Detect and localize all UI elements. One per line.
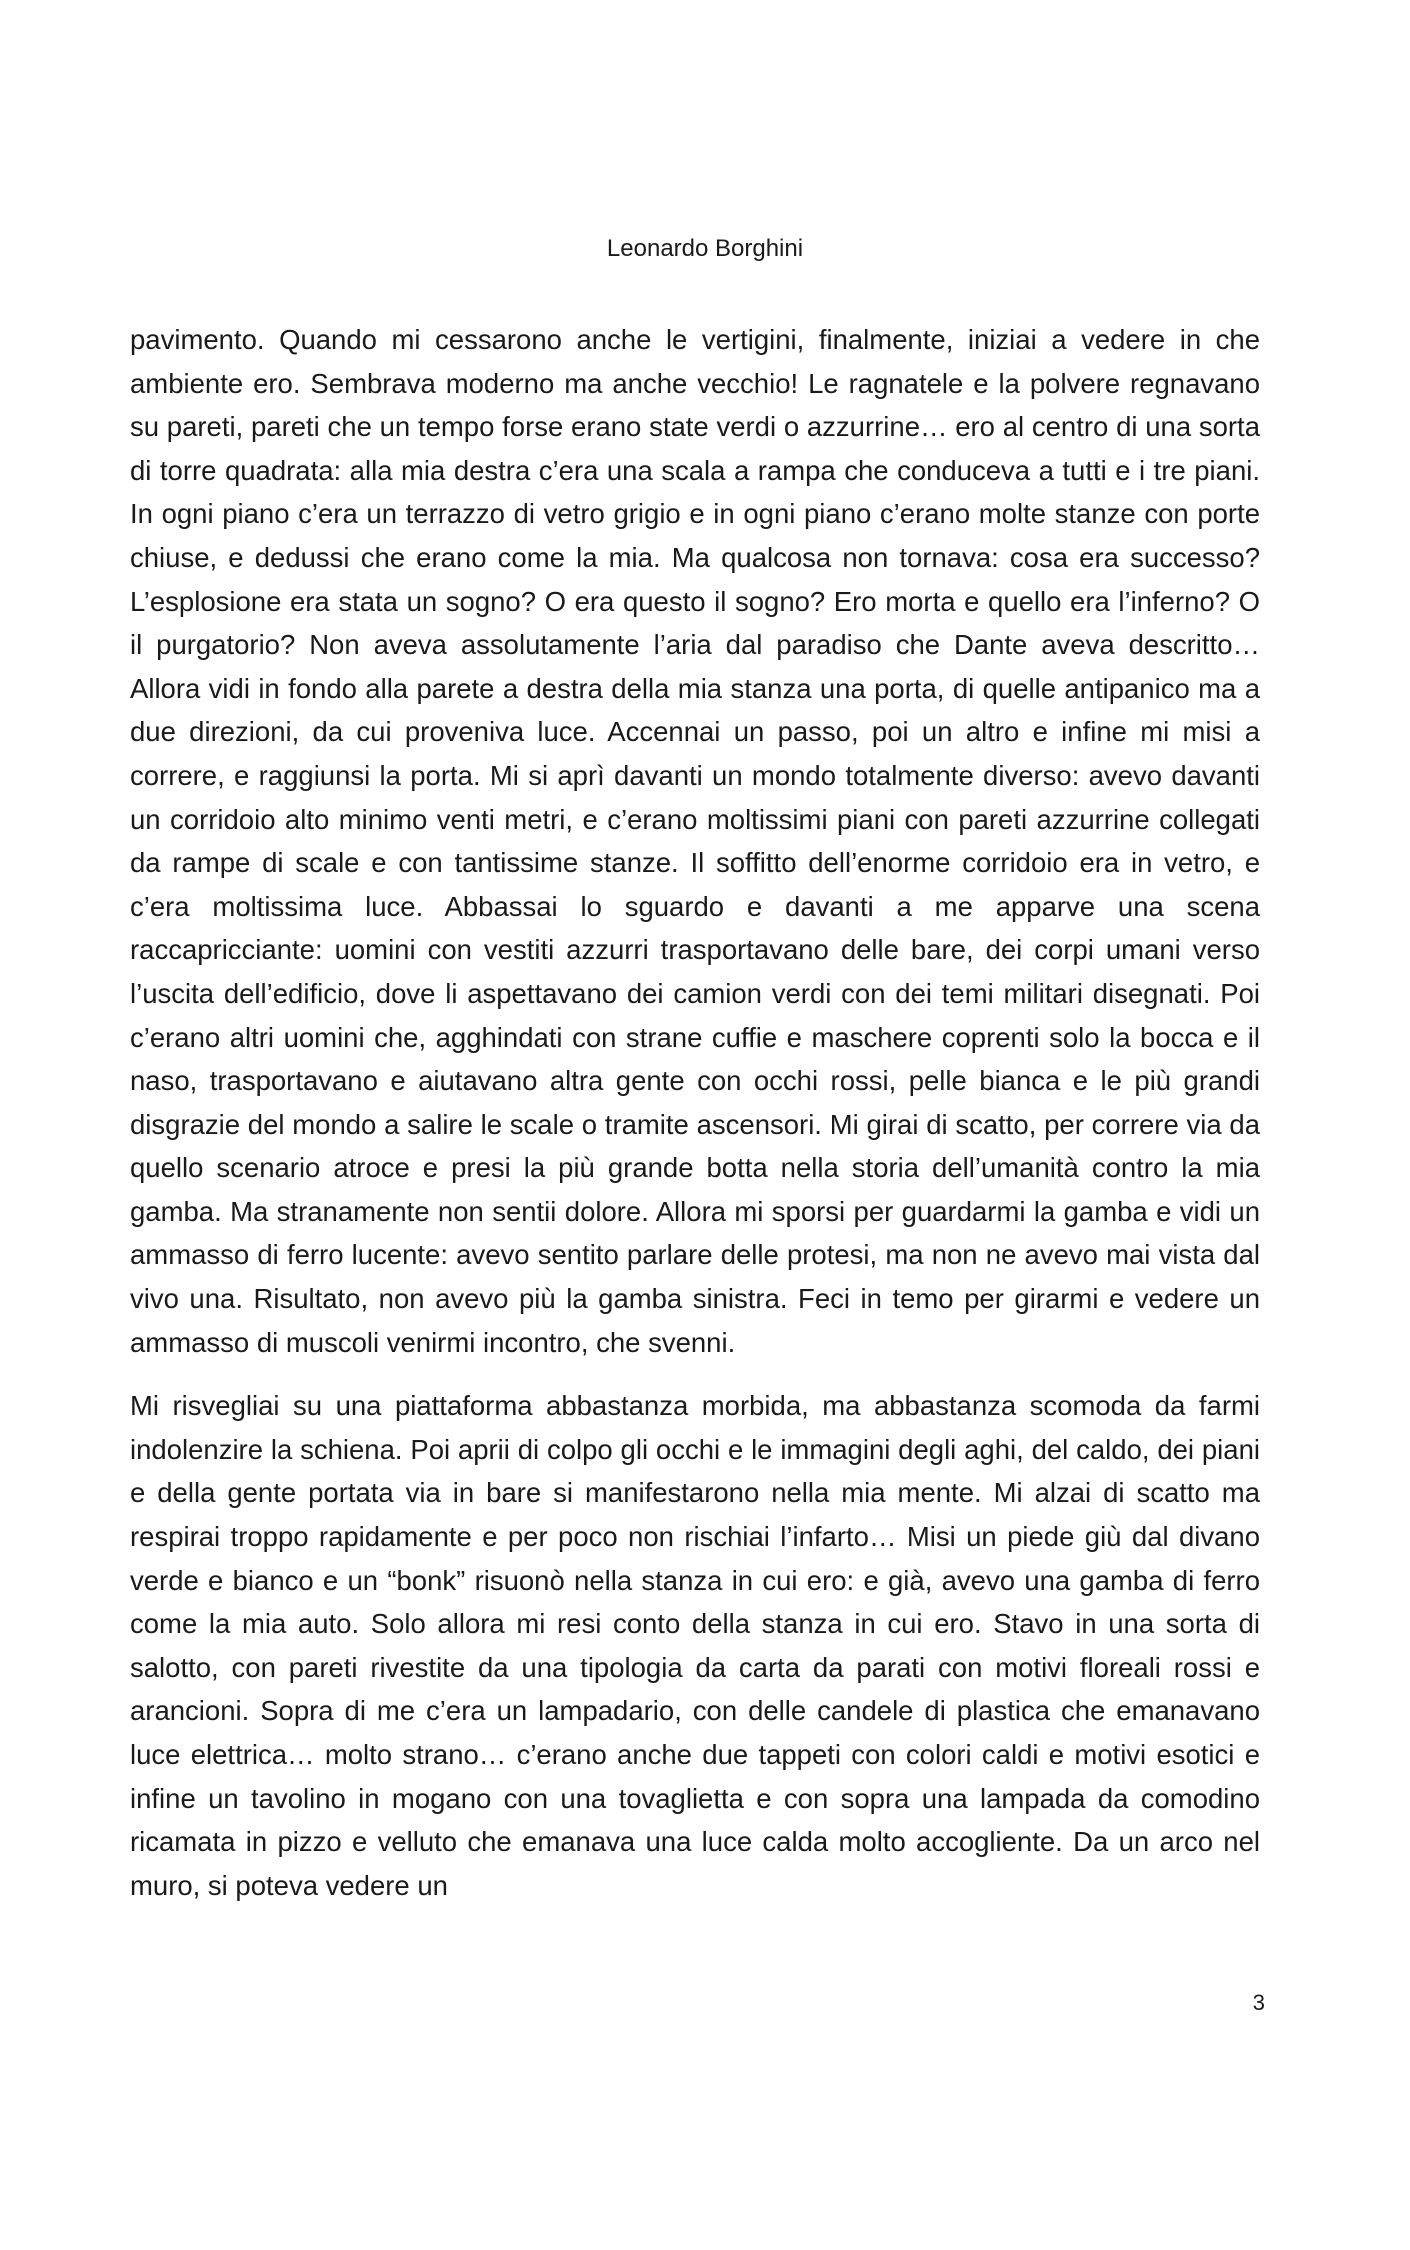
running-header: Leonardo Borghini bbox=[606, 235, 804, 262]
body-text bbox=[130, 318, 1260, 1907]
page-number: 3 bbox=[1252, 1990, 1265, 2015]
paragraph: pavimento. Quando mi cessarono anche le vertigini, finalmente, iniziai a vedere in che ambiente ero. Sembrava moderno ma anche vecchio! Le ragnatele e la polvere regnavano su pareti, pareti che un tempo forse erano state verdi o azzurrine… ero al centro di una sorta di torre quadrata: alla mia destra c’era una scala a rampa che conduceva a tutti e i tre piani. In ogni piano c’era un terrazzo di vetro grigio e in ogni piano c’erano molte stanze con porte chiuse, e dedussi che erano come la mia. Ma qualcosa non tornava: cosa era successo? L’esplosione era stata un sogno? O era questo il sogno? Ero morta e quello era l’inferno? O il purgatorio? Non aveva assolutamente l’aria dal paradiso che Dante aveva descritto… Allora vidi in fondo alla parete a destra della mia stanza una porta, di quelle antipanico ma a due direzioni, da cui proveniva luce. Accennai un passo, poi un altro e infine mi misi a correre, e raggiunsi la porta. Mi si aprì davanti un mondo totalmente diverso: avevo davanti un corridoio alto minimo venti metri, e c’erano moltissimi piani con pareti azzurrine collegati da rampe di scale e con tantissime stanze. Il soffitto dell’enorme corridoio era in vetro, e c’era moltissima luce. Abbassai lo sguardo e davanti a me apparve una scena raccapricciante: uomini con vestiti azzurri trasportavano delle bare, dei corpi umani verso l’uscita dell’edificio, dove li aspettavano dei camion verdi con dei temi militari disegnati. Poi c’erano altri uomini che, agghindati con strane cuffie e maschere coprenti solo la bocca e il naso, trasportavano e aiutavano altra gente con occhi rossi, pelle bianca e le più grandi disgrazie del mondo a salire le scale o tramite ascensori. Mi girai di scatto, per correre via da quello scenario atroce e presi la più grande botta nella storia dell’umanità contro la mia gamba. Ma stranamente non sentii dolore. Allora mi sporsi per guardarmi la gamba e vidi un ammasso di ferro lucente: avevo sentito parlare delle protesi, ma non ne avevo mai vista dal vivo una. Risultato, non avevo più la gamba sinistra. Feci in temo per girarmi e vedere un ammasso di muscoli venirmi incontro, che svenni. bbox=[130, 324, 1260, 1358]
paragraph: Mi risvegliai su una piattaforma abbastanza morbida, ma abbastanza scomoda da farmi indolenzire la schiena. Poi aprii di colpo gli occhi e le immagini degli aghi, del caldo, dei piani e della gente portata via in bare si manifestarono nella mia mente. Mi alzai di scatto ma respirai troppo rapidamente e per poco non rischiai l’infarto… Misi un piede giù dal divano verde e bianco e un “bonk” risuonò nella stanza in cui ero: e già, avevo una gamba di ferro come la mia auto. Solo allora mi resi conto della stanza in cui ero. Stavo in una sorta di salotto, con pareti rivestite da una tipologia da carta da parati con motivi floreali rossi e arancioni. Sopra di me c’era un lampadario, con delle candele di plastica che emanavano luce elettrica… molto strano… c’erano anche due tappeti con colori caldi e motivi esotici e infine un tavolino in mogano con una tovaglietta e con sopra una lampada da comodino ricamata in pizzo e velluto che emanava una luce calda molto accogliente. Da un arco nel muro, si poteva vedere un bbox=[130, 1390, 1260, 1901]
